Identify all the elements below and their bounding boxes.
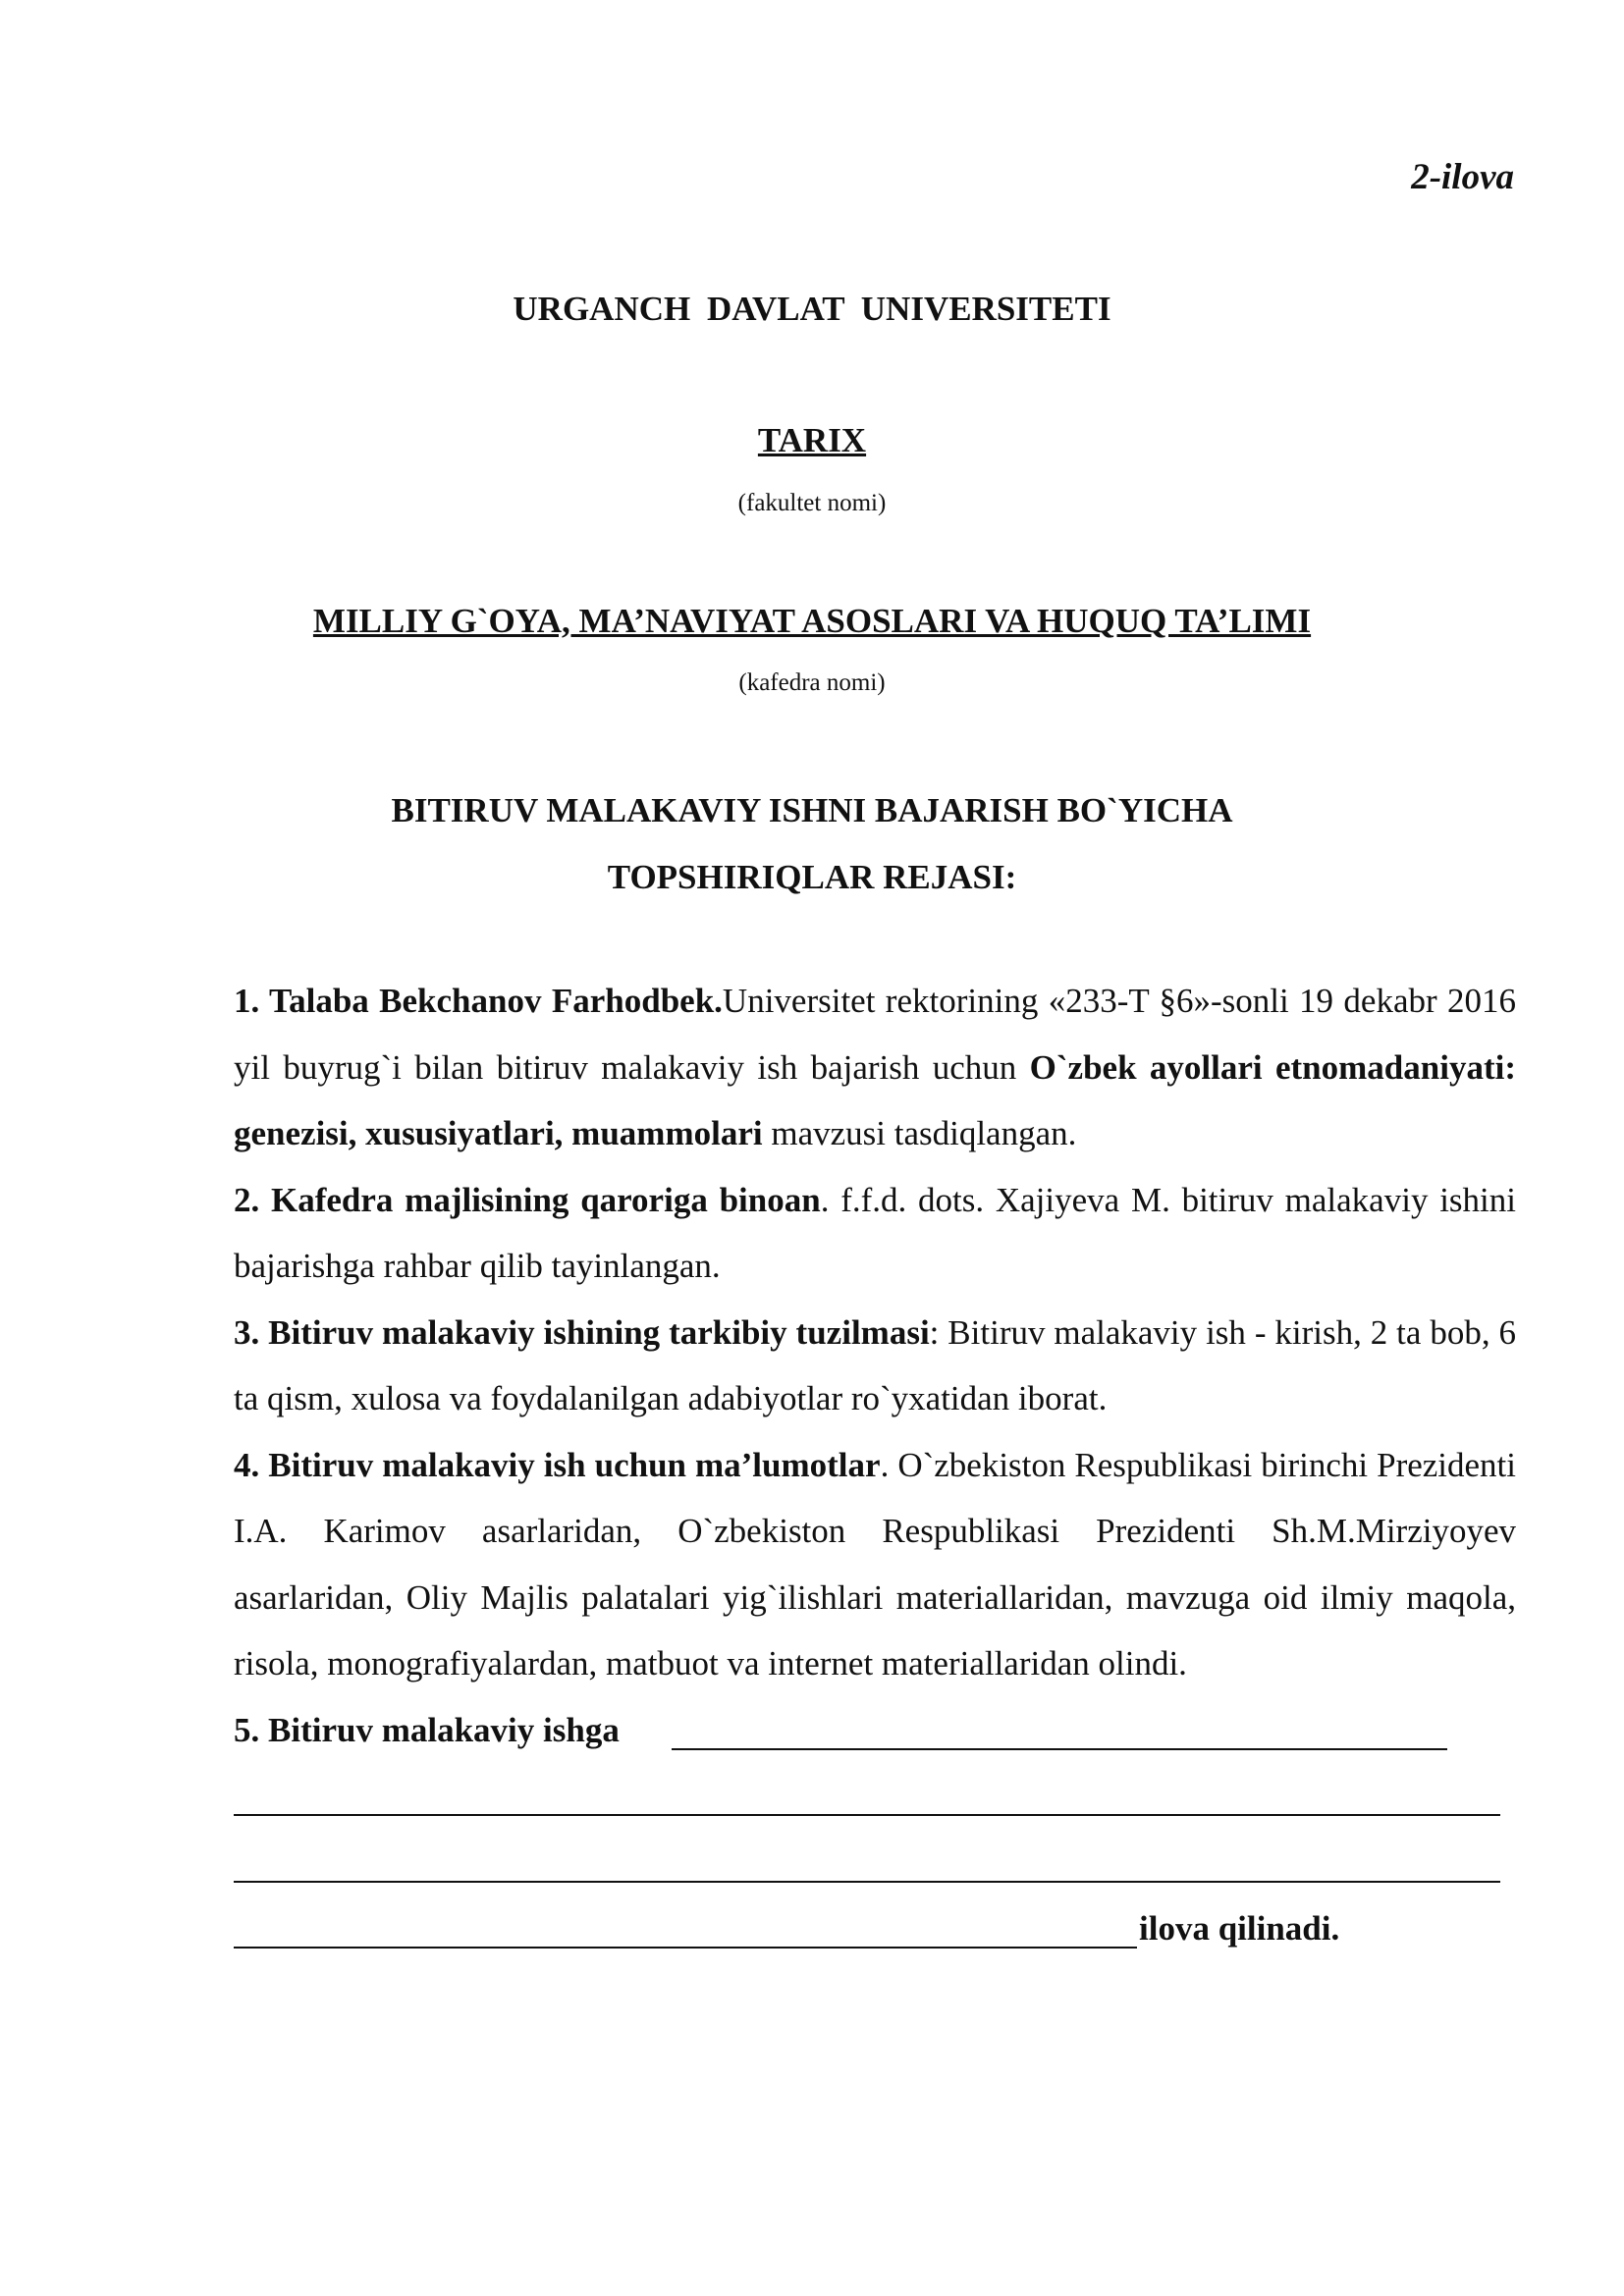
university-name: URGANCH DAVLAT UNIVERSITETI	[513, 290, 1111, 328]
item-4-text: . O`zbekiston Respublikasi birinchi Prezidenti I.A. Karimov asarlaridan, O`zbekiston Respublikasi Prezidenti Sh.M.Mirziyoyev asarlaridan, Oliy Majlis palatalari yig`ilishlari materiallaridan, mavzuga oid ilmiy maqola, risola, monografiyalardan, matbuot va internet materiallaridan olindi.	[234, 1445, 1517, 1682]
item-5-lead: 5. Bitiruv malakaviy ishga	[234, 1710, 620, 1749]
item-3-text: : Bitiruv malakaviy ish - kirish, 2 ta bob, 6 ta qism, xulosa va foydalanilgan adabiyotlar ro`yxatidan iborat.	[234, 1312, 1516, 1417]
item-4	[234, 1432, 1516, 1697]
document-title-line-2: TOPSHIRIQLAR REJASI:	[607, 858, 1017, 896]
document-body	[234, 968, 1516, 1962]
item-3-lead: 3. Bitiruv malakaviy ishining tarkibiy tuzilmasi	[234, 1312, 930, 1352]
blank-line-4	[234, 1917, 1137, 1949]
faculty-name: TARIX	[757, 421, 867, 459]
faculty-caption: (fakultet nomi)	[737, 490, 887, 516]
item-5	[234, 1697, 1516, 1764]
item-1-text-b: mavzusi tasdiqlangan.	[762, 1114, 1077, 1152]
blank-line-1	[672, 1719, 1447, 1750]
blank-row-3	[234, 1830, 1516, 1896]
department-name: MILLIY G`OYA, MA’NAVIYAT ASOSLARI VA HUQUQ TA’LIMI	[312, 602, 1312, 640]
blank-row-2	[234, 1763, 1516, 1830]
blank-line-3	[234, 1851, 1500, 1883]
blank-line-2	[234, 1785, 1500, 1816]
document-title-line-1: BITIRUV MALAKAVIY ISHNI BAJARISH BO`YICHA	[391, 791, 1233, 829]
item-1	[234, 968, 1516, 1167]
item-1-text-a: Universitet rektorining «233-T §6»-sonli 19 dekabr 2016 yil buyrug`i bilan bitiruv malakaviy ish bajarish uchun	[234, 982, 1517, 1087]
department-caption: (kafedra nomi)	[738, 669, 886, 696]
item-4-lead: 4. Bitiruv malakaviy ish uchun ma’lumotlar	[234, 1445, 881, 1484]
item-2-text: . f.f.d. dots. Xajiyeva M. bitiruv malakaviy ishini bajarishga rahbar qilib tayinlangan.	[234, 1180, 1516, 1285]
item-5-closing: ilova qilinadi.	[1139, 1909, 1340, 1948]
closing-row	[234, 1896, 1516, 1962]
item-2-lead: 2. Kafedra majlisining qaroriga binoan	[234, 1180, 821, 1219]
item-3	[234, 1300, 1516, 1432]
item-2	[234, 1167, 1516, 1300]
item-1-lead: 1. Talaba Bekchanov Farhodbek.	[234, 982, 723, 1020]
annex-label: 2-ilova	[1411, 157, 1514, 197]
item-1-topic: O`zbek ayollari etnomadaniyati: genezisi, xususiyatlari, muammolari	[234, 1047, 1516, 1152]
document-title	[0, 777, 1624, 911]
